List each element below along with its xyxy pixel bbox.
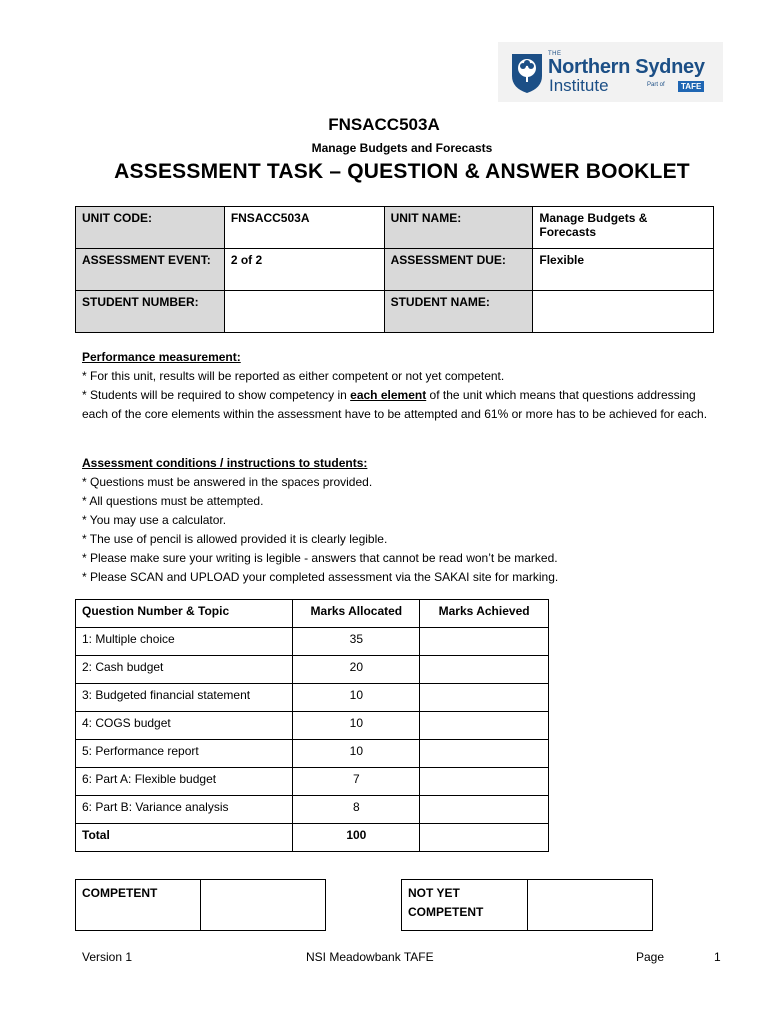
- table-row: [76, 656, 549, 684]
- marks-achieved-cell[interactable]: [420, 740, 549, 768]
- table-row: [76, 740, 549, 768]
- footer-version: Version 1: [82, 950, 133, 964]
- topic-cell: 4: COGS budget: [76, 712, 293, 740]
- table-row: [76, 291, 714, 333]
- column-header-marks-achieved: Marks Achieved: [420, 600, 549, 628]
- performance-measurement-heading: Performance measurement:: [82, 350, 241, 364]
- marks-allocated-cell: 8: [293, 796, 420, 824]
- not-yet-competent-checkbox-cell[interactable]: [527, 880, 652, 931]
- column-header-topic: Question Number & Topic: [76, 600, 293, 628]
- assessment-conditions-heading: Assessment conditions / instructions to students:: [82, 456, 368, 470]
- condition-item: * You may use a calculator.: [82, 513, 227, 527]
- table-row: [76, 628, 549, 656]
- marks-allocated-cell: 10: [293, 684, 420, 712]
- logo-part-of-text: Part of: [647, 82, 665, 88]
- marks-allocated-cell: 7: [293, 768, 420, 796]
- assessment-due-label: ASSESSMENT DUE:: [384, 249, 533, 291]
- logo-name-line2: Institute: [549, 76, 609, 95]
- table-row: [76, 249, 714, 291]
- assessment-event-label: ASSESSMENT EVENT:: [76, 249, 225, 291]
- institute-logo: [498, 42, 723, 102]
- marks-achieved-cell[interactable]: [420, 656, 549, 684]
- logo-the-text: THE: [548, 51, 562, 57]
- footer-page-label: Page: [636, 950, 665, 964]
- page-title: ASSESSMENT TASK – QUESTION & ANSWER BOOKLET: [114, 160, 690, 183]
- table-header-row: [76, 600, 549, 628]
- marks-achieved-cell[interactable]: [420, 712, 549, 740]
- unit-info-table: [75, 206, 714, 333]
- topic-cell: 2: Cash budget: [76, 656, 293, 684]
- topic-cell: 3: Budgeted financial statement: [76, 684, 293, 712]
- footer-institution: NSI Meadowbank TAFE: [306, 950, 434, 964]
- marks-allocated-cell: 20: [293, 656, 420, 684]
- performance-point-2: [82, 386, 722, 424]
- marks-achieved-cell[interactable]: [420, 684, 549, 712]
- table-row: [76, 768, 549, 796]
- marks-allocated-cell: 10: [293, 712, 420, 740]
- table-total-row: [76, 824, 549, 852]
- unit-code-value: FNSACC503A: [224, 207, 384, 249]
- marks-achieved-cell[interactable]: [420, 628, 549, 656]
- table-row: [76, 712, 549, 740]
- topic-cell: 6: Part B: Variance analysis: [76, 796, 293, 824]
- each-element-emphasis: each element: [350, 388, 427, 402]
- topic-cell: 1: Multiple choice: [76, 628, 293, 656]
- unit-code-label: UNIT CODE:: [76, 207, 225, 249]
- total-marks-allocated: 100: [293, 824, 420, 852]
- assessment-conditions-section: [82, 454, 722, 587]
- table-row: [76, 207, 714, 249]
- assessment-due-value: Flexible: [533, 249, 714, 291]
- total-label: Total: [76, 824, 293, 852]
- performance-point-1: * For this unit, results will be reported as either competent or not yet competent.: [82, 369, 505, 383]
- unit-name-value: Manage Budgets & Forecasts: [533, 207, 714, 249]
- student-number-field[interactable]: [224, 291, 384, 333]
- table-row: [76, 796, 549, 824]
- marks-allocated-cell: 10: [293, 740, 420, 768]
- performance-point-2-start: * Students will be required to show competency in: [82, 388, 351, 402]
- logo-tafe-badge: TAFE: [678, 81, 704, 92]
- condition-item: * Please SCAN and UPLOAD your completed assessment via the SAKAI site for marking.: [82, 570, 559, 584]
- competent-box: [75, 879, 326, 931]
- table-row: [402, 880, 653, 931]
- table-row: [76, 880, 326, 931]
- table-row: [76, 684, 549, 712]
- logo-name-line1: Northern Sydney: [548, 56, 705, 78]
- column-header-marks-allocated: Marks Allocated: [293, 600, 420, 628]
- not-yet-competent-label: NOT YET COMPETENT: [402, 880, 528, 931]
- performance-point-2-end: of the unit which means that questions addressing each of the core elements within the assessment have to be attempted and 61% or more has to be achieved for each.: [82, 388, 708, 421]
- condition-item: * Please make sure your writing is legible - answers that cannot be read won’t be marked.: [82, 551, 558, 565]
- tree-shield-icon: [510, 52, 544, 94]
- footer-page-number: 1: [714, 950, 721, 964]
- unit-name-label: UNIT NAME:: [384, 207, 533, 249]
- marks-table: [75, 599, 549, 852]
- not-yet-competent-box: [401, 879, 653, 931]
- condition-item: * Questions must be answered in the spaces provided.: [82, 475, 373, 489]
- marks-achieved-cell[interactable]: [420, 796, 549, 824]
- condition-item: * The use of pencil is allowed provided it is clearly legible.: [82, 532, 388, 546]
- marks-allocated-cell: 35: [293, 628, 420, 656]
- competent-label: COMPETENT: [76, 880, 201, 931]
- unit-code-heading: FNSACC503A: [328, 115, 440, 134]
- student-name-field[interactable]: [533, 291, 714, 333]
- student-number-label: STUDENT NUMBER:: [76, 291, 225, 333]
- topic-cell: 5: Performance report: [76, 740, 293, 768]
- topic-cell: 6: Part A: Flexible budget: [76, 768, 293, 796]
- condition-item: * All questions must be attempted.: [82, 494, 264, 508]
- performance-measurement-section: [82, 348, 722, 424]
- unit-subtitle: Manage Budgets and Forecasts: [311, 141, 493, 155]
- student-name-label: STUDENT NAME:: [384, 291, 533, 333]
- assessment-event-value: 2 of 2: [224, 249, 384, 291]
- marks-achieved-cell[interactable]: [420, 768, 549, 796]
- total-marks-achieved[interactable]: [420, 824, 549, 852]
- competent-checkbox-cell[interactable]: [200, 880, 325, 931]
